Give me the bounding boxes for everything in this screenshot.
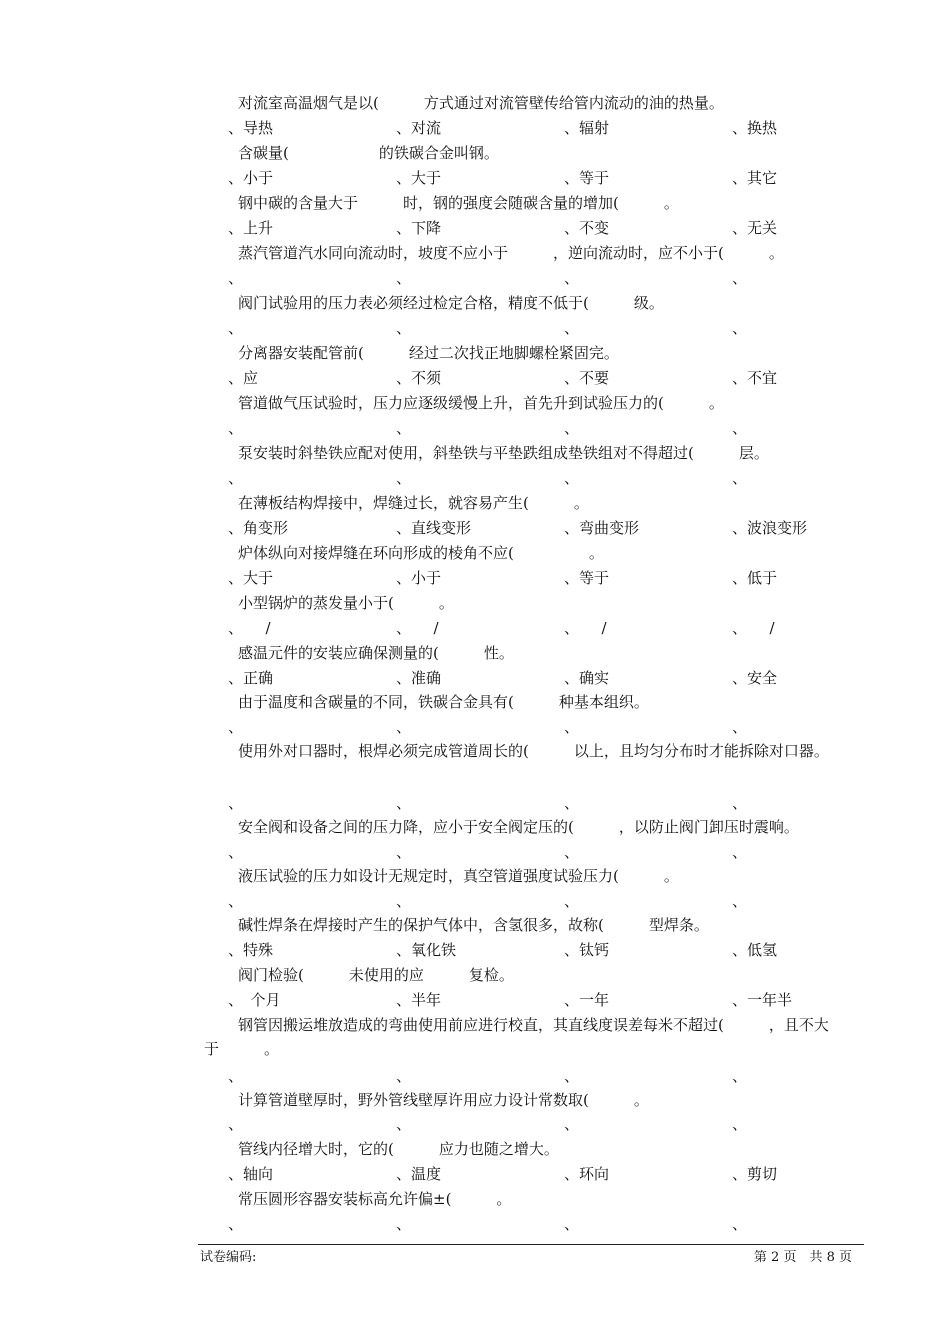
question-19: 钢管因搬运堆放造成的弯曲使用前应进行校直，其直线度误差每米不超过( ，且不大于 。 [204, 1016, 829, 1058]
option-9a: 、角变形 [228, 519, 289, 537]
question-4: 蒸汽管道汽水同向流动时，坡度不应小于 ，逆向流动时，应不小于( 。 [238, 244, 784, 262]
question-2: 含碳量( 的铁碳合金叫钢。 [238, 144, 499, 162]
option-20c: 、 [564, 1115, 580, 1133]
option-19d: 、 [732, 1067, 748, 1085]
option-15c: 、 [564, 843, 580, 861]
option-14b: 、 [396, 794, 412, 812]
option-17b: 、氧化铁 [396, 941, 457, 959]
option-22c: 、 [564, 1215, 580, 1233]
question-6: 分离器安装配管前( 经过二次找正地脚螺栓紧固完。 [238, 344, 619, 362]
option-22b: 、 [396, 1215, 412, 1233]
option-12a: 、正确 [228, 669, 274, 687]
option-4a: 、 [228, 269, 244, 287]
question-15: 安全阀和设备之间的压力降，应小于安全阀定压的( ，以防止阀门卸压时震响。 [238, 818, 799, 836]
option-15d: 、 [732, 843, 748, 861]
question-1: 对流室高温烟气是以( 方式通过对流管壁传给管内流动的油的热量。 [238, 94, 724, 112]
option-7b: 、 [396, 419, 412, 437]
option-2c: 、等于 [564, 169, 610, 187]
option-8b: 、 [396, 469, 412, 487]
option-5b: 、 [396, 319, 412, 337]
option-21d: 、剪切 [732, 1165, 778, 1183]
option-6a: 、应 [228, 369, 259, 387]
option-4b: 、 [396, 269, 412, 287]
option-11a: 、 / [228, 619, 271, 637]
question-13: 由于温度和含碳量的不同，铁碳合金具有( 种基本组织。 [238, 693, 649, 711]
option-2b: 、大于 [396, 169, 442, 187]
option-12b: 、准确 [396, 669, 442, 687]
option-1d: 、换热 [732, 119, 778, 137]
option-18b: 、半年 [396, 991, 442, 1009]
option-16d: 、 [732, 892, 748, 910]
option-3b: 、下降 [396, 219, 442, 237]
option-20d: 、 [732, 1115, 748, 1133]
option-19a: 、 [228, 1067, 244, 1085]
option-17c: 、钛钙 [564, 941, 610, 959]
option-20a: 、 [228, 1115, 244, 1133]
option-21c: 、环向 [564, 1165, 610, 1183]
option-12d: 、安全 [732, 669, 778, 687]
question-3: 钢中碳的含量大于 时，钢的强度会随碳含量的增加( 。 [238, 194, 679, 212]
option-5a: 、 [228, 319, 244, 337]
option-13d: 、 [732, 718, 748, 736]
option-7c: 、 [564, 419, 580, 437]
question-5: 阀门试验用的压力表必须经过检定合格，精度不低于( 级。 [238, 294, 664, 312]
option-10d: 、低于 [732, 569, 778, 587]
option-2d: 、其它 [732, 169, 778, 187]
option-11c: 、 / [564, 619, 607, 637]
option-3c: 、不变 [564, 219, 610, 237]
question-18: 阀门检验( 未使用的应 复检。 [238, 966, 514, 984]
option-3d: 、无关 [732, 219, 778, 237]
option-14c: 、 [564, 794, 580, 812]
option-5d: 、 [732, 319, 748, 337]
option-16a: 、 [228, 892, 244, 910]
question-8: 泵安装时斜垫铁应配对使用，斜垫铁与平垫跌组成垫铁组对不得超过( 层。 [238, 444, 769, 462]
option-19b: 、 [396, 1067, 412, 1085]
option-13c: 、 [564, 718, 580, 736]
option-22d: 、 [732, 1215, 748, 1233]
page-number: 第 2 页 共 8 页 [753, 1250, 852, 1265]
question-14: 使用外对口器时，根焊必须完成管道周长的( 以上，且均匀分布时才能拆除对口器。 [238, 742, 829, 760]
option-13a: 、 [228, 718, 244, 736]
option-3a: 、上升 [228, 219, 274, 237]
question-7: 管道做气压试验时，压力应逐级缓慢上升，首先升到试验压力的( 。 [238, 394, 724, 412]
option-1a: 、导热 [228, 119, 274, 137]
question-17: 碱性焊条在焊接时产生的保护气体中，含氢很多，故称( 型焊条。 [238, 916, 709, 934]
option-18d: 、一年半 [732, 991, 793, 1009]
option-21b: 、温度 [396, 1165, 442, 1183]
option-10b: 、小于 [396, 569, 442, 587]
option-15b: 、 [396, 843, 412, 861]
option-6d: 、不宜 [732, 369, 778, 387]
option-7d: 、 [732, 419, 748, 437]
option-19c: 、 [564, 1067, 580, 1085]
option-10a: 、大于 [228, 569, 274, 587]
option-1b: 、对流 [396, 119, 442, 137]
option-8c: 、 [564, 469, 580, 487]
question-22: 常压圆形容器安装标高允许偏±( 。 [238, 1190, 512, 1208]
option-16b: 、 [396, 892, 412, 910]
option-8a: 、 [228, 469, 244, 487]
option-1c: 、辐射 [564, 119, 610, 137]
option-17d: 、低氢 [732, 941, 778, 959]
option-13b: 、 [396, 718, 412, 736]
option-2a: 、小于 [228, 169, 274, 187]
option-16c: 、 [564, 892, 580, 910]
option-5c: 、 [564, 319, 580, 337]
option-7a: 、 [228, 419, 244, 437]
option-14d: 、 [732, 794, 748, 812]
question-21: 管线内径增大时，它的( 应力也随之增大。 [238, 1140, 559, 1158]
question-12: 感温元件的安装应确保测量的( 性。 [238, 644, 514, 662]
footer-divider [198, 1244, 864, 1245]
option-4d: 、 [732, 269, 748, 287]
question-20: 计算管道壁厚时，野外管线壁厚许用应力设计常数取( 。 [238, 1091, 649, 1109]
exam-code-label: 试卷编码: [200, 1250, 257, 1265]
option-20b: 、 [396, 1115, 412, 1133]
option-17a: 、特殊 [228, 941, 274, 959]
option-9c: 、弯曲变形 [564, 519, 640, 537]
option-6c: 、不要 [564, 369, 610, 387]
option-22a: 、 [228, 1215, 244, 1233]
question-16: 液压试验的压力如设计无规定时，真空管道强度试验压力( 。 [238, 867, 679, 885]
question-9: 在薄板结构焊接中，焊缝过长，就容易产生( 。 [238, 494, 589, 512]
option-9d: 、波浪变形 [732, 519, 808, 537]
option-11b: 、 / [396, 619, 439, 637]
option-18a: 、 个月 [228, 991, 281, 1009]
option-18c: 、一年 [564, 991, 610, 1009]
question-10: 炉体纵向对接焊缝在环向形成的棱角不应( 。 [238, 544, 604, 562]
option-8d: 、 [732, 469, 748, 487]
option-14a: 、 [228, 794, 244, 812]
option-11d: 、 / [732, 619, 775, 637]
option-9b: 、直线变形 [396, 519, 472, 537]
option-10c: 、等于 [564, 569, 610, 587]
question-11: 小型锅炉的蒸发量小于( 。 [238, 594, 454, 612]
option-12c: 、确实 [564, 669, 610, 687]
option-4c: 、 [564, 269, 580, 287]
option-15a: 、 [228, 843, 244, 861]
option-6b: 、不须 [396, 369, 442, 387]
option-21a: 、轴向 [228, 1165, 274, 1183]
